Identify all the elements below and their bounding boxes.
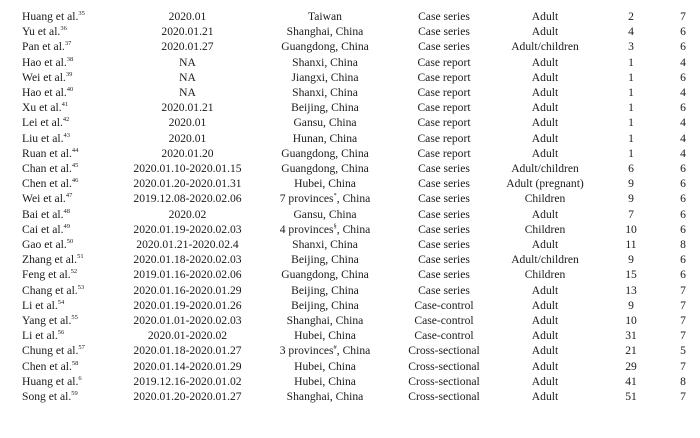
study-design-cell: Cross-sectional — [408, 390, 480, 404]
quality-score-cell: 7 — [680, 390, 686, 404]
table-row — [0, 146, 700, 161]
sample-size-cell: 3 — [628, 40, 634, 54]
study-period-cell: 2020.01 — [168, 10, 207, 23]
quality-score-cell: 7 — [680, 329, 686, 343]
reference-number: 58 — [71, 359, 79, 367]
study-design-cell: Cross-sectional — [408, 359, 480, 373]
study-period-cell: 2020.01.21-2020.02.4 — [136, 238, 239, 252]
population-cell: Adult — [531, 70, 559, 84]
reference-number: 47 — [65, 192, 73, 200]
study-name: Liu et al. — [22, 131, 64, 145]
sample-size-cell: 9 — [628, 298, 634, 312]
reference-number: 56 — [57, 329, 65, 337]
population-cell: Adult — [531, 314, 559, 328]
population-cell: Adult — [531, 374, 559, 388]
sample-size-cell: 9 — [628, 192, 634, 206]
reference-number: 43 — [63, 131, 71, 139]
table-row — [0, 85, 700, 100]
study-period-cell: 2020.01.16-2020.01.29 — [133, 283, 242, 297]
study-design-cell: Case series — [418, 192, 470, 206]
quality-score-cell: 6 — [680, 253, 686, 267]
reference-number: 44 — [71, 146, 79, 154]
quality-score-cell: 7 — [680, 359, 686, 373]
study-name: Wei et al. — [22, 192, 66, 206]
table-row — [0, 389, 700, 404]
study-cell — [0, 252, 119, 267]
studies-table — [0, 9, 700, 404]
study-design-cell: Case report — [417, 70, 471, 84]
study-design-cell: Case-control — [414, 314, 474, 328]
table-row — [0, 9, 700, 24]
reference-number: 42 — [62, 116, 70, 124]
sample-size-cell: 21 — [625, 344, 637, 358]
sample-size-cell: 1 — [628, 101, 634, 115]
study-cell — [0, 313, 119, 328]
quality-score-cell: 8 — [680, 238, 686, 252]
reference-number: 57 — [78, 344, 85, 352]
study-name: Yang et al. — [22, 314, 72, 328]
study-name: Feng et al. — [22, 268, 71, 282]
study-cell — [0, 374, 119, 389]
sample-size-cell: 6 — [628, 162, 634, 176]
location-text: Beijing, China — [291, 101, 359, 115]
location-text: 7 provinces — [279, 192, 334, 206]
population-cell: Adult — [531, 283, 559, 297]
study-name: Xu et al. — [22, 101, 62, 115]
study-design-cell: Case-control — [414, 298, 474, 312]
study-design-cell: Case report — [417, 116, 471, 130]
location-cell — [256, 283, 394, 298]
study-design-cell: Case-control — [414, 329, 474, 343]
table-row — [0, 313, 700, 328]
study-cell — [0, 161, 119, 176]
location-cell — [256, 191, 394, 206]
quality-score-cell: 6 — [680, 162, 686, 176]
location-cell — [256, 85, 394, 100]
study-period-cell: 2020.01.18-2020.02.03 — [133, 253, 242, 267]
quality-score-cell: 7 — [680, 314, 686, 328]
table-row — [0, 359, 700, 374]
location-suffix: , China — [336, 344, 371, 358]
study-period-cell: 2020.01.20-2020.01.31 — [133, 177, 242, 191]
location-suffix: , China — [336, 192, 371, 206]
population-cell: Adult (pregnant) — [506, 177, 584, 191]
study-period-cell: 2020.01.19-2020.02.03 — [133, 222, 242, 236]
study-name: Cai et al. — [22, 222, 64, 236]
study-design-cell: Cross-sectional — [408, 374, 480, 388]
study-cell — [0, 389, 119, 404]
location-cell — [256, 298, 394, 313]
population-cell: Adult/children — [511, 40, 579, 54]
reference-number: 54 — [57, 299, 65, 306]
quality-score-cell: 6 — [680, 25, 686, 39]
study-design-cell: Case series — [418, 238, 470, 252]
study-cell — [0, 222, 119, 237]
location-cell — [256, 359, 394, 374]
sample-size-cell: 9 — [628, 177, 634, 191]
sample-size-cell: 13 — [625, 283, 637, 297]
reference-number: 6 — [78, 375, 82, 383]
study-name: Chen et al. — [22, 359, 72, 373]
study-cell — [0, 267, 119, 282]
study-period-cell: 2019.12.08-2020.02.06 — [133, 192, 242, 206]
study-period-cell: 2020.01.18-2020.01.27 — [133, 344, 242, 358]
sample-size-cell: 4 — [628, 25, 634, 39]
table-row — [0, 24, 700, 39]
reference-number: 52 — [70, 268, 78, 276]
study-period-cell: 2020.01.01-2020.02.03 — [133, 314, 242, 328]
study-period-cell: NA — [179, 55, 196, 69]
quality-score-cell: 6 — [680, 70, 686, 84]
study-cell — [0, 237, 119, 252]
quality-score-cell: 4 — [680, 55, 686, 69]
population-cell: Children — [524, 268, 566, 282]
quality-score-cell: 6 — [680, 40, 686, 54]
study-design-cell: Case series — [418, 162, 470, 176]
location-cell — [256, 100, 394, 115]
sample-size-cell: 9 — [628, 253, 634, 267]
location-cell — [256, 267, 394, 282]
study-name: Hao et al. — [22, 55, 67, 69]
table-row — [0, 222, 700, 237]
study-design-cell: Case report — [417, 101, 471, 115]
quality-score-cell: 7 — [680, 10, 686, 23]
table-row — [0, 115, 700, 130]
location-text: Shanxi, China — [292, 55, 358, 69]
location-cell — [256, 176, 394, 191]
reference-number: 50 — [66, 238, 74, 246]
study-design-cell: Case report — [417, 55, 471, 69]
study-period-cell: 2020.01.10-2020.01.15 — [133, 162, 242, 176]
sample-size-cell: 10 — [625, 314, 637, 328]
location-cell — [256, 70, 394, 85]
study-design-cell: Case series — [418, 222, 470, 236]
study-period-cell: 2019.01.16-2020.02.06 — [133, 268, 242, 282]
reference-number: 36 — [60, 25, 67, 33]
studies-table-body — [0, 9, 700, 404]
study-name: Chung et al. — [22, 344, 79, 358]
population-cell: Adult — [531, 101, 559, 115]
location-cell — [256, 146, 394, 161]
quality-score-cell: 6 — [680, 192, 686, 206]
location-text: Taiwan — [308, 10, 342, 23]
study-period-cell: 2019.12.16-2020.01.02 — [133, 374, 242, 388]
study-name: Song et al. — [22, 390, 72, 404]
study-design-cell: Case series — [418, 253, 470, 267]
study-name: Huang et al. — [22, 10, 79, 23]
reference-number: 49 — [63, 222, 71, 230]
population-cell: Adult — [531, 146, 559, 160]
quality-score-cell: 4 — [680, 146, 686, 160]
location-text: Beijing, China — [291, 298, 359, 312]
table-row — [0, 55, 700, 70]
table-row — [0, 298, 700, 313]
study-cell — [0, 100, 119, 115]
quality-score-cell: 4 — [680, 86, 686, 100]
study-period-cell: 2020.01.21 — [161, 25, 214, 39]
study-name: Lei et al. — [22, 116, 63, 130]
study-cell — [0, 359, 119, 374]
location-text: Shanghai, China — [286, 390, 364, 404]
population-cell: Adult — [531, 116, 559, 130]
location-text: Hubei, China — [294, 177, 356, 191]
study-cell — [0, 39, 119, 54]
sample-size-cell: 29 — [625, 359, 637, 373]
study-cell — [0, 343, 119, 358]
reference-number: 41 — [61, 101, 69, 109]
population-cell: Adult — [531, 390, 559, 404]
location-cell — [256, 343, 394, 358]
study-cell — [0, 283, 119, 298]
study-period-cell: 2020.01 — [168, 116, 207, 130]
study-cell — [0, 131, 119, 146]
table-row — [0, 328, 700, 343]
quality-score-cell: 6 — [680, 207, 686, 221]
location-text: Gansu, China — [293, 116, 357, 130]
study-period-cell: 2020.01.20-2020.01.27 — [133, 390, 242, 404]
study-name: Li et al. — [22, 329, 58, 343]
reference-number: 55 — [71, 314, 78, 322]
population-cell: Adult/children — [511, 162, 579, 176]
study-cell — [0, 9, 119, 24]
study-name: Huang et al. — [22, 374, 79, 388]
location-text: Beijing, China — [291, 253, 359, 267]
study-cell — [0, 70, 119, 85]
study-design-cell: Case series — [418, 25, 470, 39]
study-name: Chen et al. — [22, 177, 72, 191]
table-row — [0, 39, 700, 54]
location-text: Shanghai, China — [286, 314, 364, 328]
table-row — [0, 191, 700, 206]
study-name: Wei et al. — [22, 70, 66, 84]
table-row — [0, 374, 700, 389]
population-cell: Adult/children — [511, 253, 579, 267]
location-text: 3 provinces — [279, 344, 334, 358]
location-cell — [256, 374, 394, 389]
location-text: Jiangxi, China — [291, 70, 359, 84]
location-text: 4 provinces — [279, 222, 334, 236]
location-footnote-marker: § — [333, 222, 337, 230]
quality-score-cell: 4 — [680, 116, 686, 130]
study-cell — [0, 298, 119, 313]
sample-size-cell: 11 — [625, 238, 637, 252]
study-cell — [0, 176, 119, 191]
location-cell — [256, 131, 394, 146]
population-cell: Adult — [531, 131, 559, 145]
study-period-cell: 2020.01.27 — [161, 40, 214, 54]
reference-number: 53 — [77, 283, 85, 291]
study-period-cell: 2020.01.20 — [161, 146, 214, 160]
study-name: Chang et al. — [22, 283, 78, 297]
study-design-cell: Cross-sectional — [408, 344, 480, 358]
quality-score-cell: 6 — [680, 101, 686, 115]
location-text: Guangdong, China — [281, 40, 369, 54]
sample-size-cell: 1 — [628, 70, 634, 84]
location-text: Hunan, China — [292, 131, 358, 145]
population-cell: Adult — [531, 359, 559, 373]
quality-score-cell: 4 — [680, 131, 686, 145]
study-cell — [0, 24, 119, 39]
sample-size-cell: 1 — [628, 146, 634, 160]
population-cell: Children — [524, 192, 566, 206]
reference-number: 51 — [77, 253, 84, 261]
study-period-cell: 2020.01.21 — [161, 101, 214, 115]
study-cell — [0, 146, 119, 161]
location-cell — [256, 222, 394, 237]
sample-size-cell: 31 — [625, 329, 637, 343]
reference-number: 46 — [71, 177, 79, 185]
location-cell — [256, 207, 394, 222]
quality-score-cell: 5 — [680, 344, 686, 358]
location-text: Hubei, China — [294, 329, 356, 343]
sample-size-cell: 51 — [625, 390, 637, 404]
table-row — [0, 267, 700, 282]
location-cell — [256, 24, 394, 39]
location-cell — [256, 328, 394, 343]
reference-number: 39 — [65, 70, 73, 78]
location-footnote-marker: # — [333, 344, 337, 352]
study-period-cell: NA — [179, 70, 196, 84]
reference-number: 35 — [78, 10, 85, 18]
quality-score-cell: 8 — [680, 374, 686, 388]
study-cell — [0, 115, 119, 130]
reference-number: 59 — [71, 390, 78, 398]
location-suffix: , China — [336, 222, 371, 236]
sample-size-cell: 7 — [628, 207, 634, 221]
population-cell: Adult — [531, 10, 559, 23]
study-name: Li et al. — [22, 298, 58, 312]
reference-number: 37 — [64, 40, 72, 48]
location-text: Guangdong, China — [281, 146, 369, 160]
sample-size-cell: 41 — [625, 374, 637, 388]
location-footnote-marker: * — [333, 192, 337, 200]
study-design-cell: Case series — [418, 10, 470, 23]
study-period-cell: 2020.01.14-2020.01.29 — [133, 359, 242, 373]
study-cell — [0, 85, 119, 100]
study-name: Pan et al. — [22, 40, 65, 54]
table-row — [0, 100, 700, 115]
study-name: Hao et al. — [22, 86, 67, 100]
location-cell — [256, 39, 394, 54]
quality-score-cell: 6 — [680, 222, 686, 236]
population-cell: Adult — [531, 25, 559, 39]
population-cell: Adult — [531, 55, 559, 69]
study-period-cell: 2020.01.19-2020.01.26 — [133, 298, 242, 312]
study-name: Yu et al. — [22, 25, 61, 39]
study-design-cell: Case series — [418, 177, 470, 191]
location-text: Guangdong, China — [281, 162, 369, 176]
location-text: Shanghai, China — [286, 25, 364, 39]
population-cell: Adult — [531, 86, 559, 100]
study-name: Bai et al. — [22, 207, 64, 221]
population-cell: Adult — [531, 329, 559, 343]
location-text: Shanxi, China — [292, 86, 358, 100]
sample-size-cell: 2 — [628, 10, 634, 23]
sample-size-cell: 1 — [628, 116, 634, 130]
population-cell: Adult — [531, 298, 559, 312]
population-cell: Children — [524, 222, 566, 236]
reference-number: 40 — [66, 86, 74, 94]
population-cell: Adult — [531, 238, 559, 252]
table-row — [0, 70, 700, 85]
reference-number: 38 — [66, 55, 74, 63]
quality-score-cell: 7 — [680, 283, 686, 297]
location-text: Hubei, China — [294, 359, 356, 373]
study-design-cell: Case report — [417, 86, 471, 100]
table-row — [0, 343, 700, 358]
reference-number: 45 — [71, 162, 79, 170]
quality-score-cell: 6 — [680, 177, 686, 191]
study-design-cell: Case series — [418, 268, 470, 282]
study-name: Ruan et al. — [22, 146, 72, 160]
study-cell — [0, 207, 119, 222]
study-design-cell: Case report — [417, 131, 471, 145]
table-row — [0, 283, 700, 298]
sample-size-cell: 15 — [625, 268, 637, 282]
quality-score-cell: 6 — [680, 268, 686, 282]
reference-number: 48 — [63, 207, 71, 215]
study-cell — [0, 191, 119, 206]
study-cell — [0, 55, 119, 70]
sample-size-cell: 10 — [625, 222, 637, 236]
location-text: Beijing, China — [291, 283, 359, 297]
location-cell — [256, 389, 394, 404]
location-cell — [256, 237, 394, 252]
study-period-cell: 2020.02 — [168, 207, 207, 221]
table-row — [0, 176, 700, 191]
location-cell — [256, 161, 394, 176]
sample-size-cell: 1 — [628, 131, 634, 145]
table-row — [0, 207, 700, 222]
study-design-cell: Case report — [417, 146, 471, 160]
location-cell — [256, 252, 394, 267]
study-name: Chan et al. — [22, 162, 72, 176]
study-name: Gao et al. — [22, 238, 67, 252]
study-name: Zhang et al. — [22, 253, 78, 267]
table-row — [0, 252, 700, 267]
location-text: Shanxi, China — [292, 238, 358, 252]
study-design-cell: Case series — [418, 207, 470, 221]
location-cell — [256, 115, 394, 130]
sample-size-cell: 1 — [628, 55, 634, 69]
study-design-cell: Case series — [418, 40, 470, 54]
study-period-cell: 2020.01-2020.02 — [147, 329, 228, 343]
location-cell — [256, 55, 394, 70]
quality-score-cell: 7 — [680, 298, 686, 312]
location-cell — [256, 313, 394, 328]
location-cell — [256, 9, 394, 24]
table-row — [0, 237, 700, 252]
study-period-cell: 2020.01 — [168, 131, 207, 145]
study-period-cell: NA — [179, 86, 196, 100]
population-cell: Adult — [531, 344, 559, 358]
location-text: Hubei, China — [294, 374, 356, 388]
location-text: Gansu, China — [293, 207, 357, 221]
table-row — [0, 161, 700, 176]
study-design-cell: Case series — [418, 283, 470, 297]
study-cell — [0, 328, 119, 343]
location-text: Guangdong, China — [281, 268, 369, 282]
table-row — [0, 131, 700, 146]
population-cell: Adult — [531, 207, 559, 221]
sample-size-cell: 1 — [628, 86, 634, 100]
